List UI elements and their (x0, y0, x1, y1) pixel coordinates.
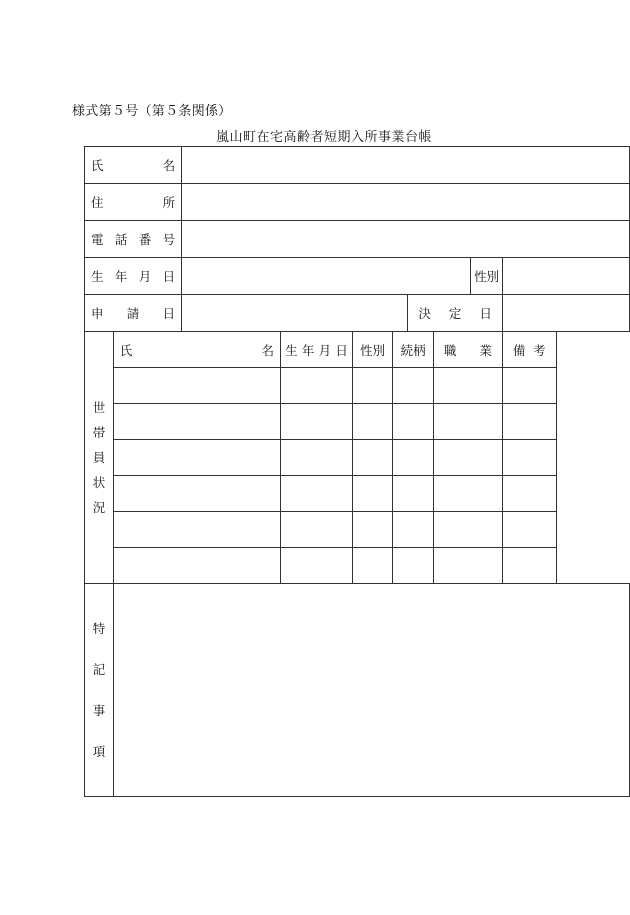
household-birthdate-cell[interactable] (281, 440, 353, 476)
household-remarks-cell[interactable] (502, 368, 556, 404)
household-occupation-cell[interactable] (433, 368, 502, 404)
col-header-remarks: 備 考 (502, 332, 556, 368)
col-header-relationship: 続柄 (393, 332, 433, 368)
household-birthdate-cell[interactable] (281, 512, 353, 548)
household-relationship-cell[interactable] (393, 476, 433, 512)
household-remarks-cell[interactable] (502, 440, 556, 476)
household-gender-cell[interactable] (352, 404, 393, 440)
special-notes-label: 特 記 事 項 (85, 584, 114, 797)
row-name (85, 147, 630, 184)
household-relationship-cell[interactable] (393, 440, 433, 476)
table-row (85, 512, 630, 548)
special-notes-field[interactable] (113, 584, 629, 797)
document-title: 嵐山町在宅高齢者短期入所事業台帳 (215, 130, 432, 145)
row-birthdate (85, 258, 630, 295)
table-row (85, 476, 630, 512)
phone-field[interactable] (182, 221, 630, 258)
table-row (85, 404, 630, 440)
household-occupation-cell[interactable] (433, 440, 502, 476)
household-section-label: 世 帯 員 状 況 (85, 332, 114, 584)
household-gender-cell[interactable] (352, 476, 393, 512)
household-birthdate-cell[interactable] (281, 476, 353, 512)
application-date-field[interactable] (182, 295, 408, 332)
household-gender-cell[interactable] (352, 368, 393, 404)
form-number: 様式第５号（第５条関係） (72, 104, 232, 119)
col-header-name: 氏 名 (113, 332, 280, 368)
label-birthdate: 生 年 月 日 (85, 258, 182, 295)
household-name-cell[interactable] (113, 476, 280, 512)
household-name-cell[interactable] (113, 404, 280, 440)
household-header-row (85, 332, 630, 368)
household-gender-cell[interactable] (352, 548, 393, 584)
row-phone (85, 221, 630, 258)
label-gender: 性別 (471, 258, 502, 295)
household-gender-cell[interactable] (352, 512, 393, 548)
household-gender-cell[interactable] (352, 440, 393, 476)
table-row (85, 368, 630, 404)
label-application-date: 申 請 日 (85, 295, 182, 332)
name-field[interactable] (182, 147, 630, 184)
row-dates (85, 295, 630, 332)
household-occupation-cell[interactable] (433, 404, 502, 440)
household-name-cell[interactable] (113, 512, 280, 548)
gender-field[interactable] (502, 258, 629, 295)
table-row (85, 440, 630, 476)
household-name-cell[interactable] (113, 368, 280, 404)
label-phone: 電 話 番 号 (85, 221, 182, 258)
decision-date-field[interactable] (502, 295, 629, 332)
household-relationship-cell[interactable] (393, 404, 433, 440)
household-relationship-cell[interactable] (393, 368, 433, 404)
household-birthdate-cell[interactable] (281, 368, 353, 404)
col-header-birthdate: 生 年 月 日 (281, 332, 353, 368)
household-name-cell[interactable] (113, 548, 280, 584)
label-decision-date: 決 定 日 (408, 295, 502, 332)
address-field[interactable] (182, 184, 630, 221)
row-address (85, 184, 630, 221)
col-header-gender: 性別 (352, 332, 393, 368)
household-birthdate-cell[interactable] (281, 548, 353, 584)
birthdate-field[interactable] (182, 258, 471, 295)
household-occupation-cell[interactable] (433, 548, 502, 584)
col-header-occupation: 職 業 (433, 332, 502, 368)
household-remarks-cell[interactable] (502, 548, 556, 584)
household-remarks-cell[interactable] (502, 512, 556, 548)
table-row (85, 548, 630, 584)
household-name-cell[interactable] (113, 440, 280, 476)
household-remarks-cell[interactable] (502, 404, 556, 440)
household-occupation-cell[interactable] (433, 476, 502, 512)
row-special-notes (85, 584, 630, 797)
household-remarks-cell[interactable] (502, 476, 556, 512)
household-relationship-cell[interactable] (393, 548, 433, 584)
household-occupation-cell[interactable] (433, 512, 502, 548)
label-address: 住 所 (85, 184, 182, 221)
registry-table (84, 146, 630, 797)
household-relationship-cell[interactable] (393, 512, 433, 548)
label-name: 氏 名 (85, 147, 182, 184)
household-birthdate-cell[interactable] (281, 404, 353, 440)
